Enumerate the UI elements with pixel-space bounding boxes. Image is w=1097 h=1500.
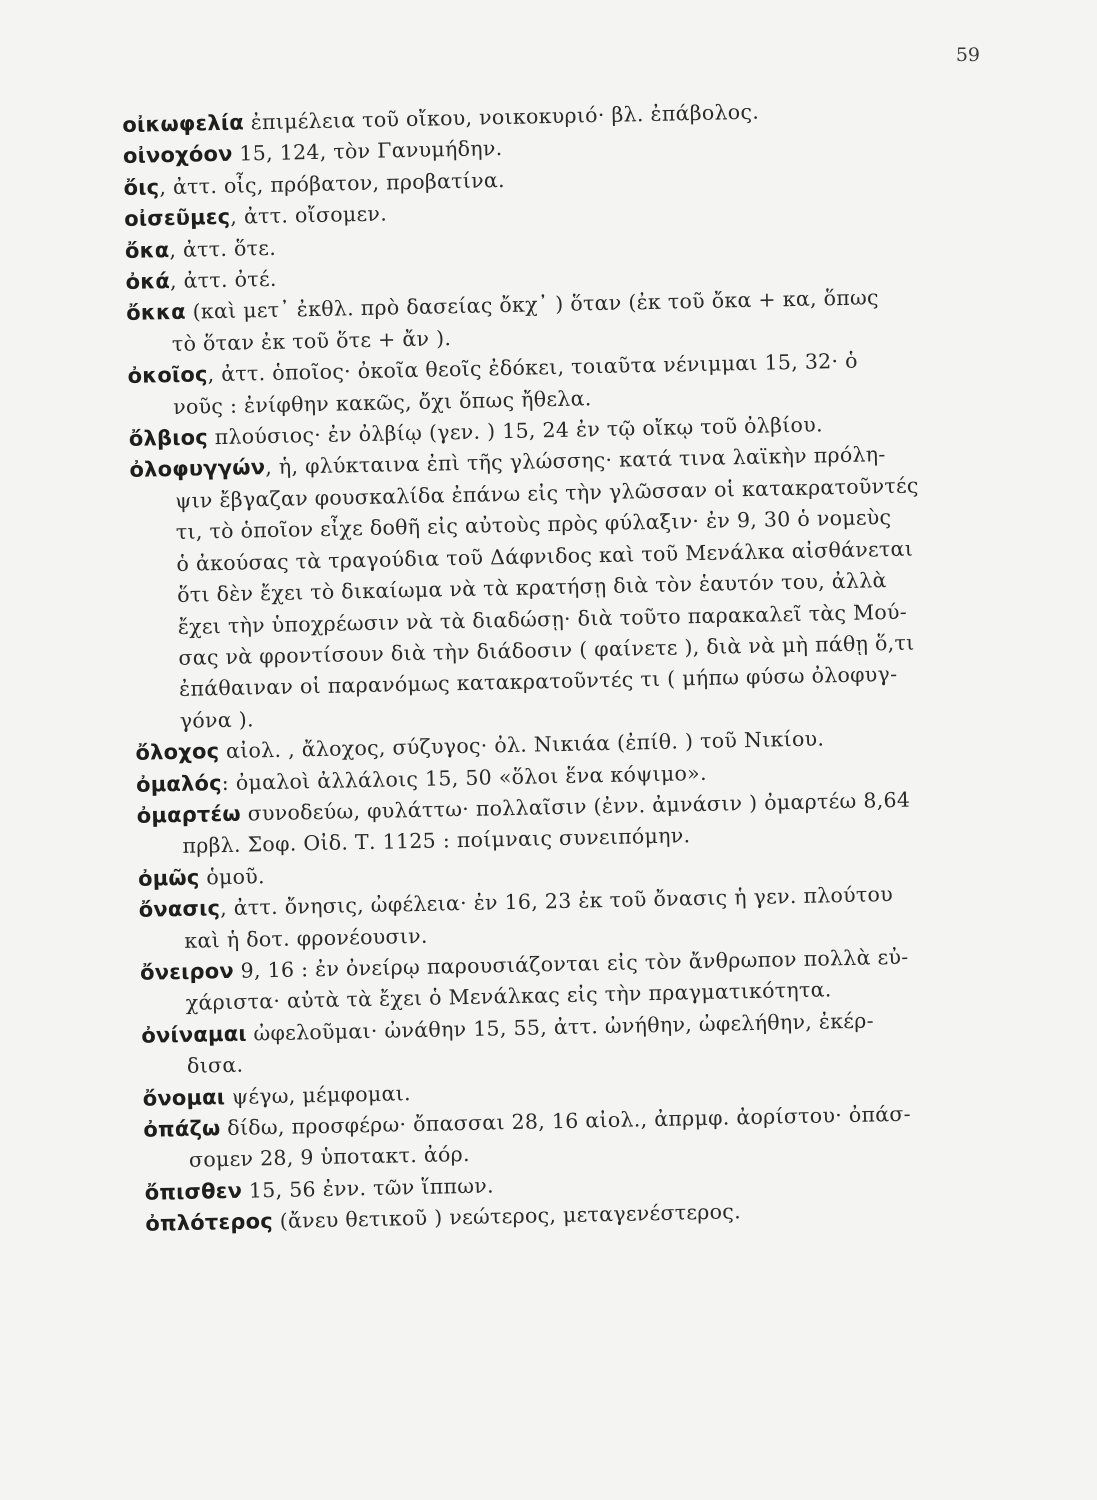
entry-definition-text: , ἀττ. ὅτε. xyxy=(169,235,277,262)
entry-definition-text: νοῦς : ἐνίφθην κακῶς, ὄχι ὅπως ἤθελα. xyxy=(172,385,592,419)
entry-definition-text: 15, 56 ἐνν. τῶν ἵππων. xyxy=(241,1173,495,1203)
entry-headword: ὀμῶς xyxy=(137,865,200,891)
entry-definition-text: δίδω, προσφέρω· ὄπασσαι 28, 16 αἰολ., ἀπρμφ. ἀορίστου· ὀπάσ- xyxy=(220,1101,912,1141)
entry-headword: ὄνομαι xyxy=(142,1084,226,1111)
dictionary-entry xyxy=(129,436,1040,738)
entry-definition-text: σομεν 28, 9 ὑποτακτ. ἀόρ. xyxy=(188,1142,471,1173)
entry-definition-text: ψιν ἔβγαζαν φουσκαλίδα ἐπάνω εἰς τὴν γλῶσσαν οἱ κατακρατοῦντές xyxy=(174,473,919,513)
entry-definition-text: , ἀττ. ὀτέ. xyxy=(169,266,277,294)
entry-definition-text: ψέγω, μέμφομαι. xyxy=(224,1080,412,1109)
entry-definition-text: πρβλ. Σοφ. Οἰδ. Τ. 1125 : ποίμναις συνειπόμην. xyxy=(182,823,691,859)
entry-headword: ὄκκα xyxy=(126,300,186,326)
entry-definition-text: , ἡ, φλύκταινα ἐπὶ τῆς γλώσσης· κατά τινα λαϊκὴν πρόλη- xyxy=(264,442,886,480)
entry-definition-text: καὶ ἡ δοτ. φρονέουσιν. xyxy=(184,923,428,953)
entry-definition-text: συνοδεύω, φυλάττω· πολλαῖσιν (ἐνν. ἀμνάσιν ) ὀμαρτέω 8,64 xyxy=(240,787,911,826)
entry-headword: οἰκωφελία xyxy=(122,110,245,137)
entry-headword: ὄλοχος xyxy=(135,739,220,765)
entry-headword: ὄκα xyxy=(124,237,170,263)
entry-definition-text: τι, τὸ ὁποῖον εἶχε δοθῆ εἰς αὐτοὺς πρὸς φύλαξιν· ἐν 9, 30 ὁ νομεὺς xyxy=(175,505,892,545)
entry-definition-text: , ἀττ. οἴσομεν. xyxy=(230,201,388,229)
entry-definition-text: ὅτι δὲν ἔχει τὸ δικαίωμα νὰ τὰ κρατήσῃ διὰ τὸν ἑαυτόν του, ἀλλὰ xyxy=(176,568,887,608)
entry-definition-text: σας νὰ φροντίσουν διὰ τὴν διάδοσιν ( φαίνετε ), διὰ νὰ μὴ πάθῃ ὅ,τι xyxy=(178,630,915,670)
entry-headword: ὄνειρον xyxy=(139,958,235,985)
entry-definition-text: ὠφελοῦμαι· ὠνάθην 15, 55, ἀττ. ὠνήθην, ὠφελήθην, ἐκέρ- xyxy=(246,1008,875,1046)
entry-headword: ὀνίναμαι xyxy=(141,1021,247,1048)
entry-headword: ὄπισθεν xyxy=(144,1178,243,1205)
dictionary-entries xyxy=(122,91,1050,1240)
entry-headword: οἰνοχόον xyxy=(122,142,233,169)
entry-headword: ὀμαλός xyxy=(135,770,223,797)
entry-definition-text: , ἀττ. ὄνησις, ὠφέλεια· ἐν 16, 23 ἐκ τοῦ ὄνασις ἡ γεν. πλούτου xyxy=(219,882,894,921)
entry-definition-text: 9, 16 : ἐν ὀνείρῳ παρουσιάζονται εἰς τὸν ἄνθρωπον πολλὰ εὐ- xyxy=(233,944,909,983)
entry-definition-text: 15, 124, τὸν Γανυμήδην. xyxy=(232,136,503,167)
entry-definition-text: γόνα ). xyxy=(179,707,255,733)
entry-definition-text: , ἀττ. οἶς, πρόβατον, προβατίνα. xyxy=(159,167,506,200)
entry-headword: ὄνασις xyxy=(138,896,221,922)
entry-headword: ὀμαρτέω xyxy=(136,801,242,828)
entry-headword: ὀπλότερος xyxy=(145,1209,274,1236)
entry-definition-text: χάριστα· αὐτὰ τὰ ἔχει ὁ Μενάλκας εἰς τὴν πραγματικότητα. xyxy=(185,977,832,1016)
entry-definition-text: δισα. xyxy=(186,1052,244,1079)
entry-definition-text: ἔχει τὴν ὑποχρέωσιν νὰ τὰ διαδώσῃ· διὰ τοῦτο παρακαλεῖ τὰς Μού- xyxy=(177,599,908,639)
entry-definition-text: (καὶ μετ᾽ ἐκθλ. πρὸ δασείας ὄκχ᾽ ) ὅταν (ἐκ τοῦ ὄκα + κα, ὅπως xyxy=(185,285,880,325)
entry-definition-text: πλούσιος· ἐν ὀλβίῳ (γεν. ) 15, 24 ἐν τῷ οἴκῳ τοῦ ὀλβίου. xyxy=(207,412,824,450)
entry-definition-text: ὁμοῦ. xyxy=(199,863,266,890)
entry-headword: ὀλοφυγγών xyxy=(129,455,266,483)
entry-headword: ὀπάζω xyxy=(143,1116,221,1142)
entry-definition-text: ἐπιμέλεια τοῦ οἴκου, νοικοκυριό· βλ. ἐπάβολος. xyxy=(243,99,760,135)
page-number: 59 xyxy=(955,44,980,66)
entry-definition-text: ὁ ἀκούσας τὰ τραγούδια τοῦ Δάφνιδος καὶ τοῦ Μενάλκα αἰσθάνεται xyxy=(176,536,914,576)
entry-definition-text: : ὀμαλοὶ ἀλλάλοις 15, 50 «ὅλοι ἕνα κόψιμο». xyxy=(221,760,708,795)
entry-definition-text: (ἄνευ θετικοῦ ) νεώτερος, μεταγενέστερος. xyxy=(272,1199,742,1234)
entry-definition-text: αἰολ. , ἄλοχος, σύζυγος· ὀλ. Νικιάα (ἐπίθ. ) τοῦ Νικίου. xyxy=(218,726,825,764)
entry-headword: ὀκά xyxy=(125,269,171,294)
entry-definition-text: , ἀττ. ὁποῖος· ὀκοῖα θεοῖς ἐδόκει, τοιαῦτα νένιμμαι 15, 32· ὁ xyxy=(207,348,859,387)
entry-headword: ὀκοῖος xyxy=(127,362,208,389)
entry-headword: ὄις xyxy=(123,175,160,200)
entry-headword: οἰσεῦμες xyxy=(124,204,231,232)
entry-headword: ὄλβιος xyxy=(128,425,209,451)
entry-definition-text: τὸ ὅταν ἐκ τοῦ ὅτε + ἄν ). xyxy=(171,326,452,356)
entry-definition-text: ἐπάθαιναν οἱ παρανόμως κατακρατοῦντές τι ( μήπω φύσω ὀλοφυγ- xyxy=(178,662,898,702)
